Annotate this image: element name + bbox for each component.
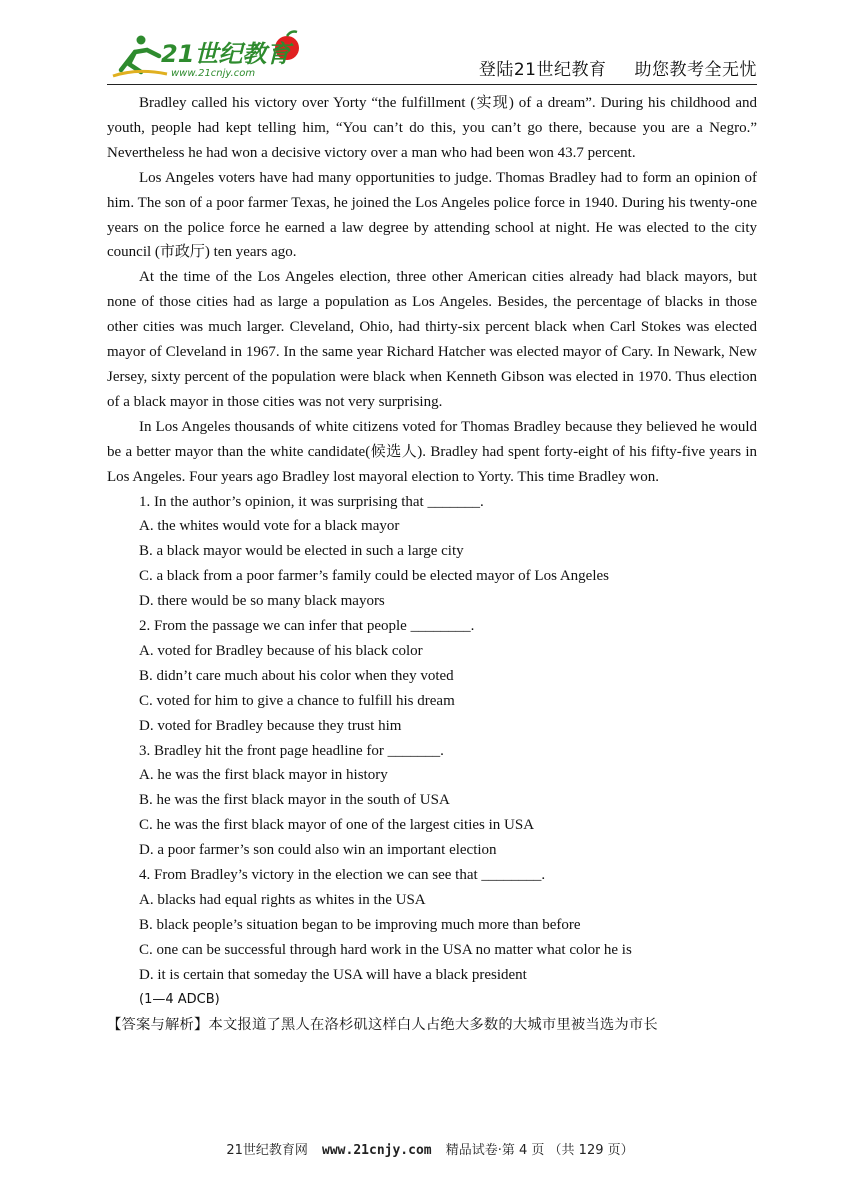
question-3: 3. Bradley hit the front page headline for _______. — [139, 742, 444, 759]
logo-graphic — [107, 30, 307, 82]
paragraph-3: At the time of the Los Angeles election, three other American cities already had black mayors, but none of those cities had as large a population as Los Angeles. Besides, the percentage of blacks in those other cities was much larger. Cleveland, Ohio, had thirty-six percent black when Carl Stokes was elected mayor of Cleveland in 1967. In the same year Richard Hatcher was elected mayor of Cary. In Newark, New Jersey, sixty percent of the population were black when Kenneth Gibson was elected in 1970. Thus election of a black mayor in those cities was not very surprising. — [107, 269, 757, 410]
header-slogan — [451, 55, 757, 80]
footer-page-info: 精品试卷·第 4 页 （共 129 页） — [445, 1143, 634, 1158]
option: C. he was the first black mayor of one of the largest cities in USA — [139, 817, 535, 834]
page-header — [107, 30, 757, 85]
option: B. didn’t care much about his color when they voted — [139, 667, 454, 684]
option: B. black people’s situation began to be improving much more than before — [139, 916, 581, 933]
option: C. one can be successful through hard work in the USA no matter what color he is — [139, 941, 632, 958]
answer-analysis: 【答案与解析】本文报道了黑人在洛杉矶这样白人占绝大多数的大城市里被当选为市长 — [107, 1016, 658, 1033]
option: B. he was the first black mayor in the south of USA — [139, 792, 450, 809]
option: B. a black mayor would be elected in such a large city — [139, 543, 464, 560]
option: C. a black from a poor farmer’s family could be elected mayor of Los Angeles — [139, 568, 609, 585]
option: A. voted for Bradley because of his black color — [139, 642, 423, 659]
answer-key: (1—4 ADCB) — [139, 991, 220, 1007]
option: A. he was the first black mayor in history — [139, 767, 388, 784]
document-body — [107, 91, 757, 1037]
paragraph-4: In Los Angeles thousands of white citizens voted for Thomas Bradley because they believed he would be a better mayor than the white candidate(候选人). Bradley had spent forty-eight of his fifty-five years in Los Angeles. Four years ago Bradley lost mayoral election to Yorty. This time Bradley won. — [107, 418, 757, 485]
option: D. it is certain that someday the USA will have a black president — [139, 966, 527, 983]
site-logo — [107, 30, 307, 82]
option: C. voted for him to give a chance to fulfill his dream — [139, 692, 455, 709]
slogan-right: 助您教考全无忧 — [634, 60, 757, 80]
logo-url: www.21cnjy.com — [171, 68, 256, 79]
option: A. blacks had equal rights as whites in the USA — [139, 892, 426, 908]
slogan-left: 登陆21世纪教育 — [478, 60, 607, 80]
question-1: 1. In the author’s opinion, it was surprising that _______. — [139, 493, 484, 510]
question-4: 4. From Bradley’s victory in the election we can see that ________. — [139, 867, 546, 884]
paragraph-2: Los Angeles voters have had many opportunities to judge. Thomas Bradley had to form an opinion of him. The son of a poor farmer Texas, he joined the Los Angeles police force in 1940. During his twenty-one years on the police force he earned a law degree by attending school at night. He was elected to the city council (市政厅) ten years ago. — [107, 169, 757, 261]
page-footer — [0, 1139, 860, 1158]
footer-site: 21世纪教育网 — [226, 1143, 308, 1158]
footer-url[interactable]: www.21cnjy.com — [322, 1143, 432, 1158]
logo-text: 21世纪教育 — [161, 40, 291, 68]
question-2: 2. From the passage we can infer that people ________. — [139, 618, 475, 635]
option: D. there would be so many black mayors — [139, 593, 385, 610]
option: D. voted for Bradley because they trust him — [139, 717, 402, 734]
option: D. a poor farmer’s son could also win an important election — [139, 842, 497, 859]
paragraph-1: Bradley called his victory over Yorty “the fulfillment (实现) of a dream”. During his childhood and youth, people had kept telling him, “You can’t do this, you can’t go there, because you are a Negro.” Nevertheless he had won a decisive victory over a man who had been won 43.7 percent. — [107, 95, 757, 161]
option: A. the whites would vote for a black mayor — [139, 518, 400, 535]
